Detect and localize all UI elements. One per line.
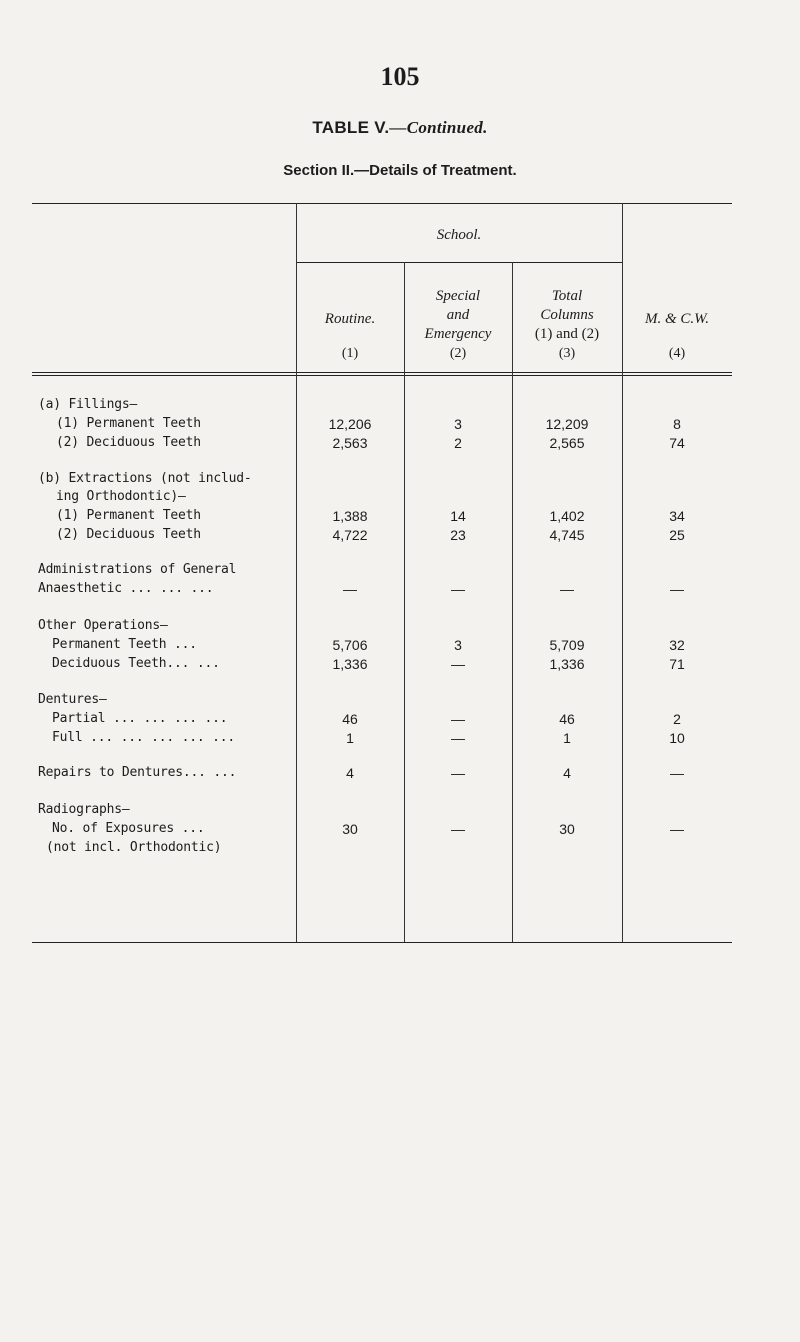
cell-col4: — — [670, 765, 684, 781]
cell-col1: 12,206 — [328, 416, 372, 432]
school-underline-rule — [296, 262, 622, 263]
cell-col4: 74 — [669, 435, 685, 451]
cell-col1: 1,336 — [332, 656, 368, 672]
cell-col3: 1,336 — [549, 656, 585, 672]
row-label: (not incl. Orthodontic) — [46, 840, 222, 855]
header-special — [404, 287, 512, 344]
cell-col3: 46 — [559, 711, 575, 727]
cell-col3: 30 — [559, 821, 575, 837]
header-special-line3: Emergency — [424, 326, 492, 342]
cell-col1: 5,706 — [332, 637, 368, 653]
cell-col2: — — [451, 656, 465, 672]
cell-col3: 4 — [563, 765, 571, 781]
header-mcw: M. & C.W. — [644, 311, 710, 327]
row-label: Permanent Teeth ... — [52, 637, 197, 652]
header-total-num: (3) — [558, 346, 576, 361]
cell-col4: 2 — [673, 711, 681, 727]
header-special-num: (2) — [449, 346, 467, 361]
row-label: (2) Deciduous Teeth — [56, 527, 201, 542]
table-title-main: TABLE V. — [312, 118, 390, 137]
cell-col4: 71 — [669, 656, 685, 672]
cell-col1: 4 — [346, 765, 354, 781]
cell-col3: 4,745 — [549, 527, 585, 543]
column-divider-2 — [404, 262, 405, 942]
cell-col4: — — [670, 581, 684, 597]
cell-col1: 1 — [346, 730, 354, 746]
table-title-continued: —Continued. — [389, 118, 488, 137]
row-label: Deciduous Teeth... ... — [52, 656, 220, 671]
cell-col3: — — [560, 581, 574, 597]
header-bottom-rule-2 — [32, 375, 732, 376]
row-label: Administrations of General — [38, 562, 237, 577]
cell-col1: 2,563 — [332, 435, 368, 451]
cell-col1: — — [343, 581, 357, 597]
row-label: Repairs to Dentures... ... — [38, 765, 237, 780]
column-divider-3 — [512, 262, 513, 942]
cell-col1: 30 — [342, 821, 358, 837]
header-total-line2: Columns — [540, 307, 594, 323]
table-title — [0, 118, 800, 138]
row-label: Partial ... ... ... ... — [52, 711, 228, 726]
header-total — [512, 287, 622, 344]
cell-col4: 10 — [669, 730, 685, 746]
header-school: School. — [436, 227, 482, 243]
header-routine-num: (1) — [341, 346, 359, 361]
cell-col4: 32 — [669, 637, 685, 653]
row-label: Dentures— — [38, 692, 107, 707]
section-title: Section II.—Details of Treatment. — [283, 162, 517, 179]
cell-col4: 25 — [669, 527, 685, 543]
row-label: ing Orthodontic)— — [56, 489, 186, 504]
cell-col2: — — [451, 821, 465, 837]
row-label: (b) Extractions (not includ- — [38, 471, 252, 486]
cell-col3: 1 — [563, 730, 571, 746]
row-label: (1) Permanent Teeth — [56, 508, 201, 523]
cell-col4: 8 — [673, 416, 681, 432]
row-label: (a) Fillings— — [38, 397, 138, 412]
cell-col3: 2,565 — [549, 435, 585, 451]
cell-col1: 4,722 — [332, 527, 368, 543]
row-label: Other Operations— — [38, 618, 168, 633]
row-label: Anaesthetic ... ... ... — [38, 581, 214, 596]
cell-col4: — — [670, 821, 684, 837]
header-mcw-num: (4) — [668, 346, 686, 361]
cell-col2: — — [451, 581, 465, 597]
cell-col3: 5,709 — [549, 637, 585, 653]
table-bottom-rule — [32, 942, 732, 943]
cell-col2: 3 — [454, 637, 462, 653]
row-label: No. of Exposures ... — [52, 821, 205, 836]
row-label: Radiographs— — [38, 802, 130, 817]
cell-col2: 2 — [454, 435, 462, 451]
header-total-line1: Total — [551, 288, 583, 304]
cell-col3: 12,209 — [545, 416, 589, 432]
header-special-line1: Special — [435, 288, 481, 304]
header-total-line3: (1) and (2) — [534, 326, 600, 342]
cell-col2: 23 — [450, 527, 466, 543]
cell-col2: 14 — [450, 508, 466, 524]
header-bottom-rule — [32, 372, 732, 373]
table-top-rule — [32, 203, 732, 204]
row-label: (2) Deciduous Teeth — [56, 435, 201, 450]
row-label: Full ... ... ... ... ... — [52, 730, 236, 745]
cell-col3: 1,402 — [549, 508, 585, 524]
header-routine: Routine. — [324, 311, 376, 327]
cell-col1: 1,388 — [332, 508, 368, 524]
cell-col2: — — [451, 711, 465, 727]
page-number: 105 — [380, 62, 420, 91]
cell-col2: — — [451, 730, 465, 746]
cell-col1: 46 — [342, 711, 358, 727]
header-special-line2: and — [446, 307, 470, 323]
row-label: (1) Permanent Teeth — [56, 416, 201, 431]
cell-col2: — — [451, 765, 465, 781]
cell-col2: 3 — [454, 416, 462, 432]
cell-col4: 34 — [669, 508, 685, 524]
